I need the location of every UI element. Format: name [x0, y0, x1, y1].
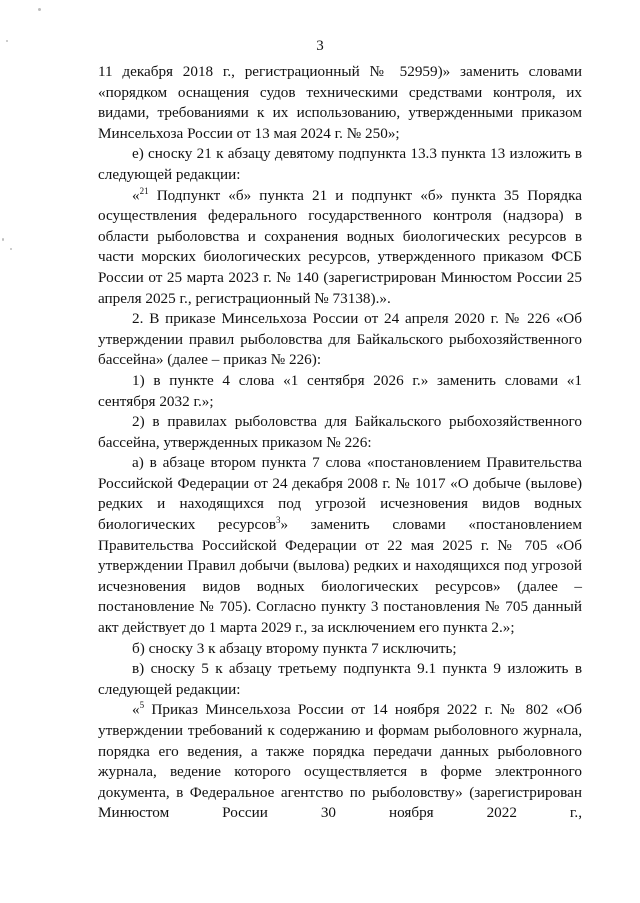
paragraph-continuation	[98, 62, 582, 144]
paragraph-text: 1) в пункте 4 слова «1 сентября 2026 г.» заменить словами «1 сентября 2032 г.»;	[98, 371, 582, 410]
page-number: 3	[316, 38, 324, 54]
paragraph-text: в) сноску 5 к абзацу третьему подпункта 9.1 пункта 9 изложить в следующей редакции:	[98, 660, 582, 698]
paragraph-footnote-5	[98, 700, 582, 824]
paragraph-subitem-2	[98, 412, 582, 453]
paragraph-text: Приказ Минсельхоза России от 14 ноября 2022 г. № 802 «Об утверждении требований к содержанию и формам рыболовного журнала, порядка его ведения, а также порядка передачи данных рыболовного журнала, ведение которого осуществляется в форме электронного документа, в Федеральное агентство по рыболовству» (зарегистрирован Минюстом России 30 ноября 2022 г.,	[98, 701, 582, 822]
footnote-marker: 21	[139, 185, 149, 196]
paragraph-item-2	[98, 309, 582, 371]
footnote-marker: 5	[139, 700, 145, 711]
scan-speck	[38, 8, 41, 11]
paragraph-text: е) сноску 21 к абзацу девятому подпункта 13.3 пункта 13 изложить в следующей редакции:	[98, 145, 582, 183]
paragraph-text-cont: » заменить словами «постановлением Правительства Российской Федерации от 22 мая 2025 г. № 705 «Об утверждении Правил добычи (вылова) редких и находящихся под угрозой исчезновения видов водных биологических ресурсов» (далее – постановление № 705). Согласно пункту 3 постановления № 705 данный акт действует до 1 марта 2029 г., за исключением его пункта 2.»;	[98, 516, 582, 637]
paragraph-subitem-a	[98, 453, 582, 638]
paragraph-item-e	[98, 144, 582, 185]
paragraph-text: 11 декабря 2018 г., регистрационный № 52959)» заменить словами «порядком оснащения судов техническими средствами контроля, их видами, требованиями к их использованию, утвержденными приказом Минсельхоза России от 13 мая 2024 г. № 250»;	[98, 63, 582, 142]
scan-speck	[10, 248, 12, 250]
paragraph-text: 2) в правилах рыболовства для Байкальского рыбохозяйственного бассейна, утвержденных приказом № 226:	[98, 413, 582, 451]
paragraph-text: Подпункт «б» пункта 21 и подпункт «б» пункта 35 Порядка осуществления федерального государственного контроля (надзора) в области рыболовства и сохранения водных биологических ресурсов в части морских биологических ресурсов, утвержденного приказом ФСБ России от 25 марта 2023 г. № 140 (зарегистрирован Минюстом России 25 апреля 2025 г., регистрационный № 73138).».	[98, 186, 582, 307]
paragraph-footnote-21	[98, 186, 582, 310]
quote-open: «	[132, 186, 140, 204]
quote-open: «	[132, 701, 140, 719]
paragraph-subitem-1	[98, 371, 582, 412]
paragraph-text: а) в абзаце втором пункта 7 слова «постановлением Правительства Российской Федерации от 24 декабря 2008 г. № 1017 «О добыче (вылове) редких и находящихся под угрозой исчезновения видов водных биологических ресурсов	[98, 454, 582, 534]
paragraph-subitem-b	[98, 639, 582, 660]
scan-speck	[2, 238, 4, 241]
footnote-marker: 3	[276, 515, 281, 525]
paragraph-text: 2. В приказе Минсельхоза России от 24 апреля 2020 г. № 226 «Об утверждении правил рыболовства для Байкальского рыбохозяйственного бассейна» (далее – приказ № 226):	[98, 310, 582, 369]
paragraph-text: б) сноску 3 к абзацу второму пункта 7 исключить;	[132, 639, 457, 657]
document-body	[98, 62, 582, 824]
paragraph-subitem-v	[98, 659, 582, 700]
